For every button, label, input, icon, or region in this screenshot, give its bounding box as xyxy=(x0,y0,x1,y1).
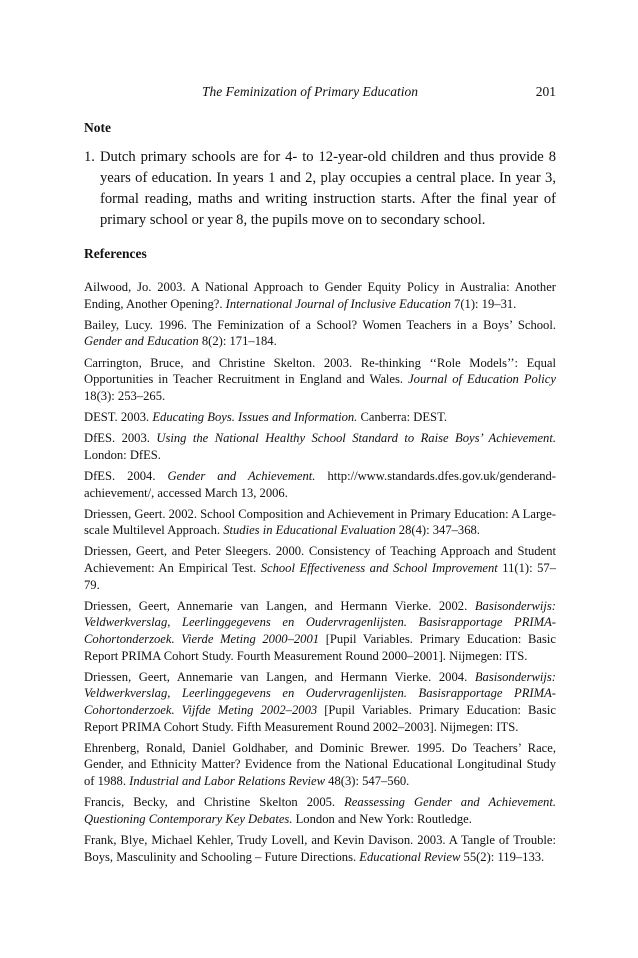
running-head xyxy=(84,82,556,102)
reference-lead: Driessen, Geert, Annemarie van Langen, and Hermann Vierke. 2002. xyxy=(84,598,475,613)
reference-tail: 7(1): 19–31. xyxy=(450,296,517,311)
reference-lead: Carrington, Bruce, and Christine Skelton. 2003. Re-thinking ‘‘Role Models’’: Equal Opportunities in Teacher Recruitment in England and Wales. xyxy=(84,355,556,387)
reference-source-title: Basisonderwijs: Veldwerkverslag, Leerlinggegevens en Oudervragenlijsten. Basisrapportage PRIMA-Cohortonderzoek. Vijfde Meting 2002–2003 xyxy=(84,669,556,717)
reference-lead: Francis, Becky, and Christine Skelton 2005. xyxy=(84,795,345,810)
note-item xyxy=(84,147,556,231)
reference-tail: 55(2): 119–133. xyxy=(460,849,545,864)
reference-entry xyxy=(84,669,556,735)
reference-lead: DfES. 2004. xyxy=(84,468,168,483)
reference-entry xyxy=(84,740,556,790)
reference-tail: London and New York: Routledge. xyxy=(292,811,472,826)
note-text: Dutch primary schools are for 4- to 12-year-old children and thus provide 8 years of education. In years 1 and 2, play occupies a central place. In year 3, formal reading, maths and writing instruction starts. After the final year of primary school or year 8, the pupils move on to secondary school. xyxy=(100,149,556,228)
reference-source-title: Educating Boys. Issues and Information. xyxy=(152,409,358,424)
note-number: 1. xyxy=(84,149,95,165)
reference-entry xyxy=(84,430,556,463)
reference-entry xyxy=(84,506,556,539)
reference-source-title: Educational Review xyxy=(359,849,461,864)
reference-entry xyxy=(84,468,556,501)
reference-entry xyxy=(84,794,556,827)
reference-entry xyxy=(84,279,556,312)
reference-entry xyxy=(84,832,556,865)
page-number: 201 xyxy=(535,84,556,99)
reference-lead: Driessen, Geert, and Peter Sleegers. 2000. Consistency of Teaching Approach and Student Achievement: An Empirical Test. xyxy=(84,544,556,576)
reference-entry xyxy=(84,317,556,350)
reference-tail: 18(3): 253–265. xyxy=(84,388,166,403)
reference-source-title: Studies in Educational Evaluation xyxy=(223,523,396,538)
reference-source-title: Reassessing Gender and Achievement. Questioning Contemporary Key Debates. xyxy=(84,795,556,826)
reference-lead: Driessen, Geert. 2002. School Composition and Achievement in Primary Education: A Large-scale Multilevel Approach. xyxy=(84,506,556,538)
references-heading: References xyxy=(84,246,147,261)
reference-source-title: International Journal of Inclusive Education xyxy=(225,296,451,311)
reference-source-title: Gender and Education xyxy=(84,334,199,349)
reference-tail: London: DfES. xyxy=(84,447,161,462)
reference-lead: Ehrenberg, Ronald, Daniel Goldhaber, and Dominic Brewer. 1995. Do Teachers’ Race, Gender, and Ethnicity Matter? Evidence from the National Educational Longitudinal Study of 1988. xyxy=(84,740,556,788)
reference-tail: 28(4): 347–368. xyxy=(395,523,480,538)
note-heading: Note xyxy=(84,120,111,135)
reference-source-title: Industrial and Labor Relations Review xyxy=(129,773,326,788)
reference-tail: [Pupil Variables. Primary Education: Basic Report PRIMA Cohort Study. Fourth Measurement Round 2000–2001]. Nijmegen: ITS. xyxy=(84,632,556,663)
reference-tail: 8(2): 171–184. xyxy=(198,334,277,349)
reference-source-title: School Effectiveness and School Improvement xyxy=(260,561,498,576)
reference-lead: DEST. 2003. xyxy=(84,409,153,424)
reference-list xyxy=(84,279,556,870)
reference-entry xyxy=(84,355,556,405)
reference-lead: Driessen, Geert, Annemarie van Langen, and Hermann Vierke. 2004. xyxy=(84,669,475,684)
reference-source-title: Gender and Achievement. xyxy=(167,468,316,483)
reference-entry xyxy=(84,409,556,426)
running-head-title: The Feminization of Primary Education xyxy=(202,84,418,99)
reference-lead: Bailey, Lucy. 1996. The Feminization of a School? Women Teachers in a Boys’ School. xyxy=(84,317,556,332)
reference-tail: http://www.standards.dfes.gov.uk/genderand-achievement/, accessed March 13, 2006. xyxy=(84,468,556,500)
reference-lead: Ailwood, Jo. 2003. A National Approach to Gender Equity Policy in Australia: Another Ending, Another Opening?. xyxy=(84,280,556,311)
reference-source-title: Using the National Healthy School Standard to Raise Boys’ Achievement. xyxy=(156,431,556,446)
reference-entry xyxy=(84,598,556,664)
reference-tail: 48(3): 547–560. xyxy=(325,773,410,788)
reference-source-title: Basisonderwijs: Veldwerkverslag, Leerlinggegevens en Oudervragenlijsten. Basisrapportage PRIMA-Cohortonderzoek. Vierde Meting 2000–2001 xyxy=(84,598,556,647)
reference-lead: Frank, Blye, Michael Kehler, Trudy Lovell, and Kevin Davison. 2003. A Tangle of Trouble: Boys, Masculinity and Schooling – Future Directions. xyxy=(84,832,556,864)
reference-source-title: Journal of Education Policy xyxy=(408,372,556,387)
reference-lead: DfES. 2003. xyxy=(84,431,157,446)
reference-tail: Canberra: DEST. xyxy=(357,409,447,424)
reference-tail: [Pupil Variables. Primary Education: Basic Report PRIMA Cohort Study. Fifth Measurement Round 2002–2003]. Nijmegen: ITS. xyxy=(84,703,556,734)
reference-entry xyxy=(84,543,556,593)
reference-tail: 11(1): 57–79. xyxy=(84,561,556,592)
